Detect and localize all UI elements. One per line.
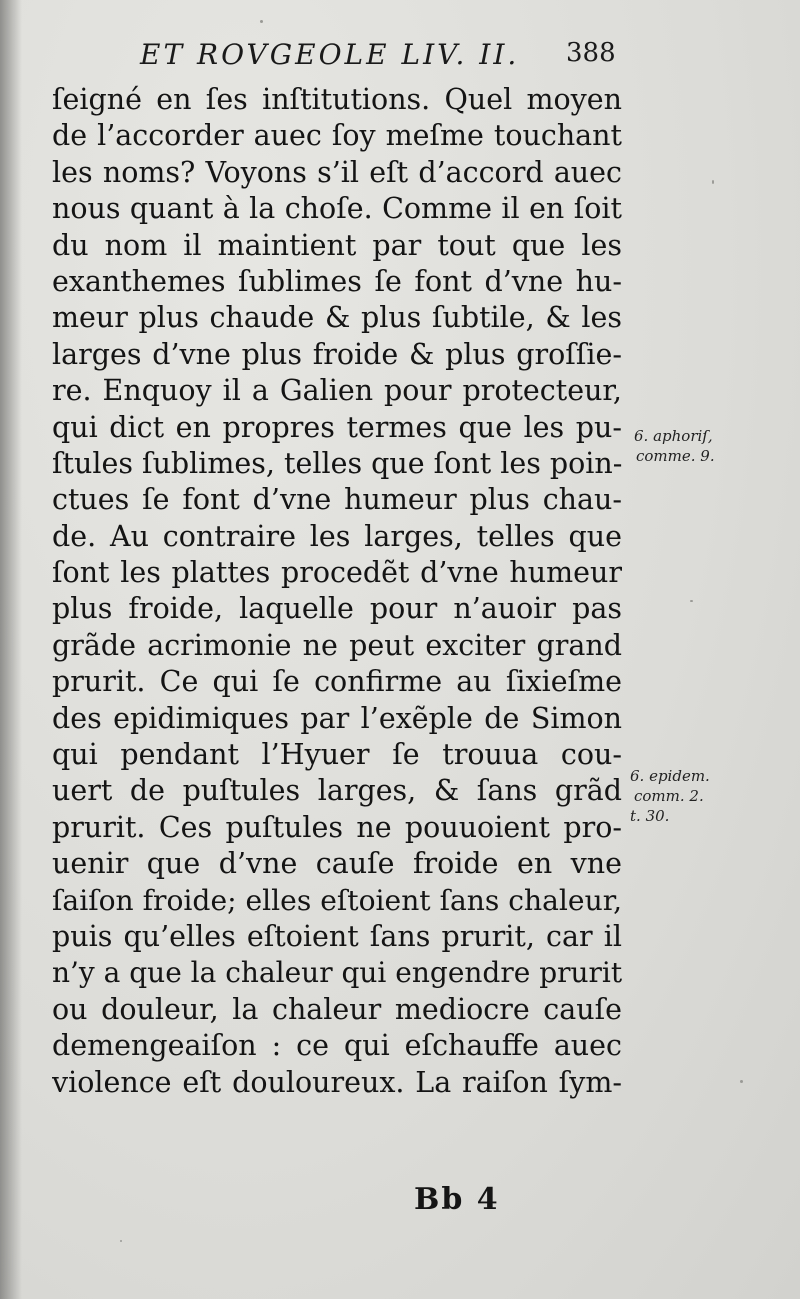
text-line: ſeigné en ſes inſtitutions. Quel moyen bbox=[52, 83, 622, 116]
text-line: grãde acrimonie ne peut exciter grand bbox=[52, 628, 622, 662]
text-line: prurit. Ce qui ſe confirme au ſixieſme bbox=[52, 665, 622, 699]
text-line: ſaiſon froide; elles eſtoient ſans chaleur, bbox=[52, 883, 622, 917]
margin-note-line: 6. epidem. bbox=[630, 767, 710, 785]
text-line: qui dict en propres termes que les pu- bbox=[52, 410, 622, 444]
margin-note-line: t. 30. bbox=[630, 807, 670, 825]
paper-speck bbox=[690, 600, 693, 602]
paper-speck bbox=[260, 20, 263, 23]
signature-mark: Bb 4 bbox=[414, 1182, 500, 1217]
text-line: uert de puſtules larges, & ſans grãd bbox=[52, 774, 622, 808]
text-line: larges d’vne plus froide & plus groſſie- bbox=[52, 337, 622, 371]
running-head-title: ET ROVGEOLE LIV. II. bbox=[140, 38, 520, 71]
body-text bbox=[52, 82, 622, 1101]
text-line: ctues ſe font d’vne humeur plus chau- bbox=[52, 483, 622, 517]
margin-note-line: comme. 9. bbox=[636, 447, 715, 465]
text-line: meur plus chaude & plus ſubtile, & les bbox=[52, 301, 622, 335]
text-line: violence eſt douloureux. La raiſon ſym- bbox=[52, 1065, 622, 1099]
text-line: n’y a que la chaleur qui engendre prurit bbox=[52, 956, 622, 990]
text-line: de. Au contraire les larges, telles que bbox=[52, 519, 622, 553]
text-line: ſtules ſublimes, telles que ſont les poin- bbox=[52, 446, 622, 480]
paper-speck bbox=[740, 1080, 743, 1083]
text-line: ou douleur, la chaleur mediocre cauſe bbox=[52, 992, 622, 1026]
text-line: puis qu’elles eſtoient ſans prurit, car il bbox=[52, 919, 622, 953]
text-line: de l’accorder auec ſoy meſme touchant bbox=[52, 119, 622, 153]
margin-note-line: 6. aphoriſ, bbox=[634, 427, 713, 445]
text-line: exanthemes ſublimes ſe font d’vne hu- bbox=[52, 264, 622, 298]
text-line: du nom il maintient par tout que les bbox=[52, 228, 622, 262]
text-line: nous quant à la choſe. Comme il en ſoit bbox=[52, 192, 622, 226]
text-line: des epidimiques par l’exẽple de Simon bbox=[52, 701, 622, 735]
page-number: 388 bbox=[566, 38, 616, 68]
margin-note-epidemics bbox=[630, 766, 710, 826]
text-line: les noms? Voyons s’il eſt d’accord auec bbox=[52, 155, 622, 189]
text-line: ſont les plattes procedẽt d’vne humeur bbox=[52, 556, 622, 590]
text-line: demengeaiſon : ce qui eſchauffe auec bbox=[52, 1029, 622, 1063]
paper-speck bbox=[120, 1240, 122, 1242]
gutter-shadow bbox=[0, 0, 22, 1299]
text-line: prurit. Ces puſtules ne pouuoient pro- bbox=[52, 810, 622, 844]
text-line: re. Enquoy il a Galien pour protecteur, bbox=[52, 374, 622, 408]
text-line: uenir que d’vne cauſe froide en vne bbox=[52, 847, 622, 881]
text-line: qui pendant l’Hyuer ſe trouua cou- bbox=[52, 738, 622, 772]
text-line: plus froide, laquelle pour n’auoir pas bbox=[52, 592, 622, 626]
margin-note-aphorism bbox=[634, 426, 715, 466]
margin-note-line: comm. 2. bbox=[634, 787, 704, 805]
running-head bbox=[140, 38, 620, 78]
paper-speck bbox=[712, 180, 714, 184]
